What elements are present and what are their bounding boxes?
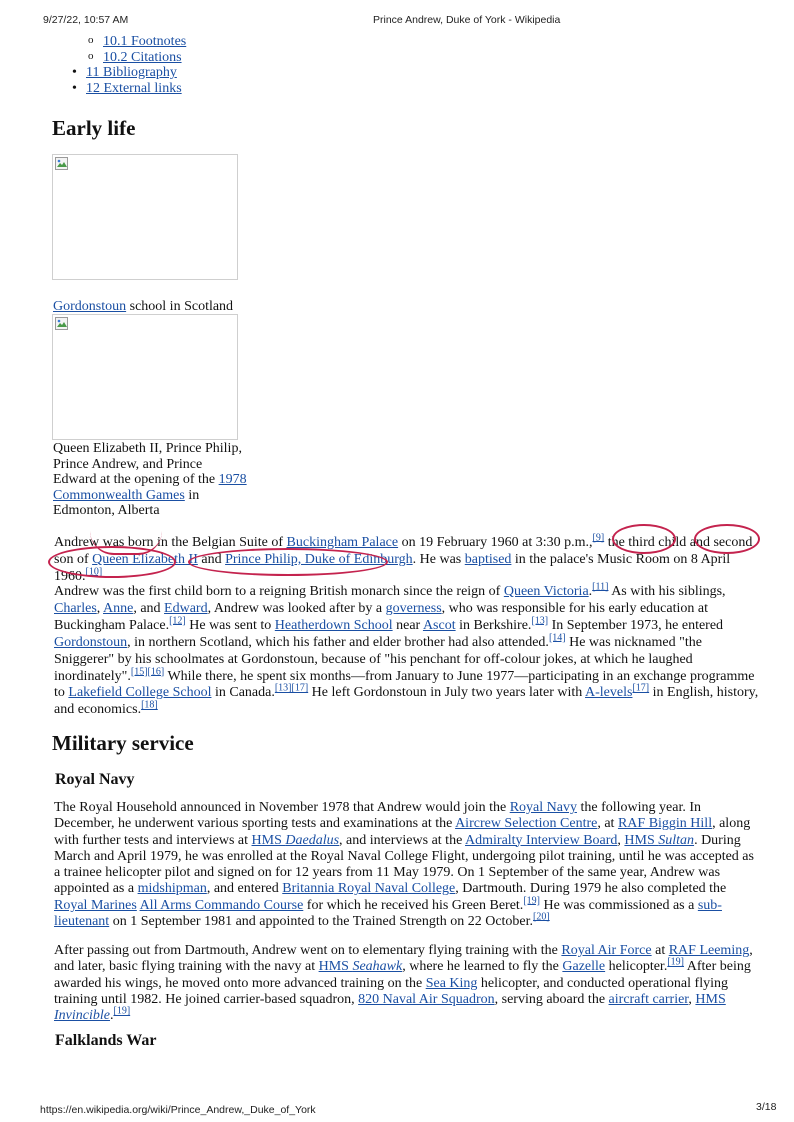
- ref-18[interactable]: [18]: [141, 699, 158, 711]
- edward-link[interactable]: Edward: [164, 600, 208, 616]
- anne-link[interactable]: Anne: [103, 600, 134, 616]
- broken-image-icon: [55, 317, 69, 331]
- print-url: https://en.wikipedia.org/wiki/Prince_Andrew,_Duke_of_York: [40, 1104, 316, 1116]
- ref-20[interactable]: [20]: [533, 911, 550, 923]
- baptised-link[interactable]: baptised: [464, 551, 512, 567]
- heading-early-life: Early life: [52, 116, 136, 140]
- queen-elizabeth-link[interactable]: Queen Elizabeth II: [92, 551, 198, 567]
- ref-13-17[interactable]: [13][17]: [274, 682, 309, 694]
- ref-14[interactable]: [14]: [548, 632, 566, 644]
- early-life-paragraph-1: Andrew was born in the Belgian Suite of Buckingham Palace on 19 February 1960 at 3:30 p.m.,[9] the third child and second son of Queen Elizabeth II and Prince Philip, Duke of Edinburgh. He was baptised in the palace's Music Room on 8 April 1960.[10]: [54, 532, 753, 584]
- hms-daedalus-link[interactable]: HMS Daedalus: [251, 832, 340, 848]
- ref-11[interactable]: [11]: [592, 581, 609, 593]
- 820-squadron-link[interactable]: 820 Naval Air Squadron: [358, 991, 495, 1007]
- ref-15-16[interactable]: [15][16]: [130, 665, 165, 677]
- buckingham-palace-link[interactable]: Buckingham Palace: [286, 535, 399, 550]
- gordonstoun-link[interactable]: Gordonstoun: [53, 299, 127, 314]
- print-datetime: 9/27/22, 10:57 AM: [43, 14, 129, 26]
- toc-link-footnotes[interactable]: 10.1 Footnotes: [103, 34, 187, 49]
- ref-13[interactable]: [13]: [531, 615, 549, 627]
- governess-link[interactable]: governess: [385, 600, 442, 616]
- heading-royal-navy: Royal Navy: [55, 771, 135, 788]
- table-of-contents: [54, 34, 186, 96]
- hms-seahawk-link[interactable]: HMS Seahawk: [318, 959, 403, 975]
- aircrew-selection-link[interactable]: Aircrew Selection Centre: [455, 816, 598, 832]
- prince-philip-link[interactable]: Prince Philip, Duke of Edinburgh: [225, 551, 413, 567]
- commando-course-link[interactable]: All Arms Commando Course: [139, 897, 304, 913]
- ref-17[interactable]: [17]: [632, 682, 650, 694]
- royal-air-force-link[interactable]: Royal Air Force: [561, 943, 652, 958]
- midshipman-link[interactable]: midshipman: [137, 881, 207, 897]
- queen-victoria-link[interactable]: Queen Victoria: [503, 584, 589, 599]
- charles-link[interactable]: Charles: [54, 600, 97, 616]
- raf-leeming-link[interactable]: RAF Leeming: [668, 943, 750, 958]
- gordonstoun-text-link[interactable]: Gordonstoun: [54, 634, 128, 650]
- commonwealth-games-link[interactable]: 1978 Commonwealth Games: [53, 472, 247, 503]
- heading-falklands-war: Falklands War: [55, 1032, 157, 1049]
- britannia-college-link[interactable]: Britannia Royal Naval College: [282, 881, 456, 897]
- family-photo-caption: Queen Elizabeth II, Prince Philip, Prince Andrew, and Prince Edward at the opening of the 1978 Commonwealth Games in Edmonton, Alberta: [53, 441, 247, 518]
- ref-9[interactable]: [9]: [592, 532, 605, 544]
- ref-19c[interactable]: [19]: [113, 1005, 131, 1017]
- toc-link-bibliography[interactable]: 11 Bibliography: [86, 65, 177, 80]
- hms-invincible-link[interactable]: HMS Invincible: [54, 991, 726, 1024]
- ascot-link[interactable]: Ascot: [422, 617, 456, 633]
- aircraft-carrier-link[interactable]: aircraft carrier: [608, 991, 689, 1007]
- broken-image-icon: [55, 157, 69, 171]
- sea-king-link[interactable]: Sea King: [425, 975, 478, 991]
- gordonstoun-caption: Gordonstoun school in Scotland: [53, 299, 234, 314]
- royal-navy-link[interactable]: Royal Navy: [509, 800, 577, 815]
- royal-navy-paragraph-1: The Royal Household announced in November 1978 that Andrew would join the Royal Navy the following year. In December, he underwent various sporting tests and examinations at the Aircrew Selection Centre, at RAF Biggin Hill, along with further tests and interviews at HMS Daedalus, and interviews at the Admiralty Interview Board, HMS Sultan. During March and April 1979, he was enrolled at the Royal Naval College Flight, undergoing pilot training, until he was accepted as a trainee helicopter pilot and signed on for 12 years from 11 May 1979. On 1 September of the same year, Andrew was appointed as a midshipman, and entered Britannia Royal Naval College, Dartmouth. During 1979 he also completed the Royal Marines All Arms Commando Course for which he received his Green Beret.[19] He was commissioned as a sub-lieutenant on 1 September 1981 and appointed to the Trained Strength on 22 October.[20]: [54, 800, 754, 930]
- sub-lieutenant-link[interactable]: sub-lieutenant: [54, 897, 722, 930]
- royal-navy-paragraph-2: After passing out from Dartmouth, Andrew went on to elementary flying training with the Royal Air Force at RAF Leeming, and later, basic flying training with the navy at HMS Seahawk, where he learned to fly the Gazelle helicopter.[19] After being awarded his wings, he moved onto more advanced training on the Sea King helicopter, and conducted operational flying training until 1982. He joined carrier-based squadron, 820 Naval Air Squadron, serving aboard the aircraft carrier, HMS Invincible.[19]: [54, 943, 753, 1024]
- early-life-paragraph-2: Andrew was the first child born to a reigning British monarch since the reign of Queen Victoria.[11] As with his siblings, Charles, Anne, and Edward, Andrew was looked after by a governess, who was responsible for his early education at Buckingham Palace.[12] He was sent to Heatherdown School near Ascot in Berkshire.[13] In September 1973, he entered Gordonstoun, in northern Scotland, which his father and elder brother had also attended.[14] He was nicknamed "the Sniggerer" by his schoolmates at Gordonstoun, because of "his penchant for off-colour jokes, at which he laughed inordinately".[15][16] While there, he spent six months—from January to June 1977—participating in an exchange programme to Lakefield College School in Canada.[13][17] He left Gordonstoun in July two years later with A-levels[17] in English, history, and economics.[18]: [54, 581, 759, 718]
- admiralty-board-link[interactable]: Admiralty Interview Board: [465, 832, 618, 848]
- print-page-title: Prince Andrew, Duke of York - Wikipedia: [373, 14, 561, 26]
- toc-link-external-links[interactable]: 12 External links: [86, 80, 182, 96]
- toc-link-citations[interactable]: 10.2 Citations: [103, 49, 182, 65]
- family-photo-image[interactable]: [52, 314, 238, 440]
- ref-19b[interactable]: [19]: [667, 956, 684, 968]
- heatherdown-link[interactable]: Heatherdown School: [274, 617, 393, 633]
- royal-marines-link[interactable]: Royal Marines: [54, 897, 137, 913]
- lakefield-link[interactable]: Lakefield College School: [68, 685, 212, 701]
- ref-12[interactable]: [12]: [169, 615, 186, 627]
- print-page-number: 3/18: [756, 1101, 777, 1113]
- ref-19a[interactable]: [19]: [523, 895, 540, 907]
- gordonstoun-image[interactable]: [52, 154, 238, 280]
- raf-biggin-hill-link[interactable]: RAF Biggin Hill: [617, 816, 713, 832]
- a-levels-link[interactable]: A-levels: [585, 685, 633, 701]
- ref-10[interactable]: [10]: [85, 566, 103, 578]
- hms-sultan-link[interactable]: HMS Sultan: [624, 832, 695, 848]
- gazelle-link[interactable]: Gazelle: [562, 959, 606, 975]
- heading-military-service: Military service: [52, 731, 194, 755]
